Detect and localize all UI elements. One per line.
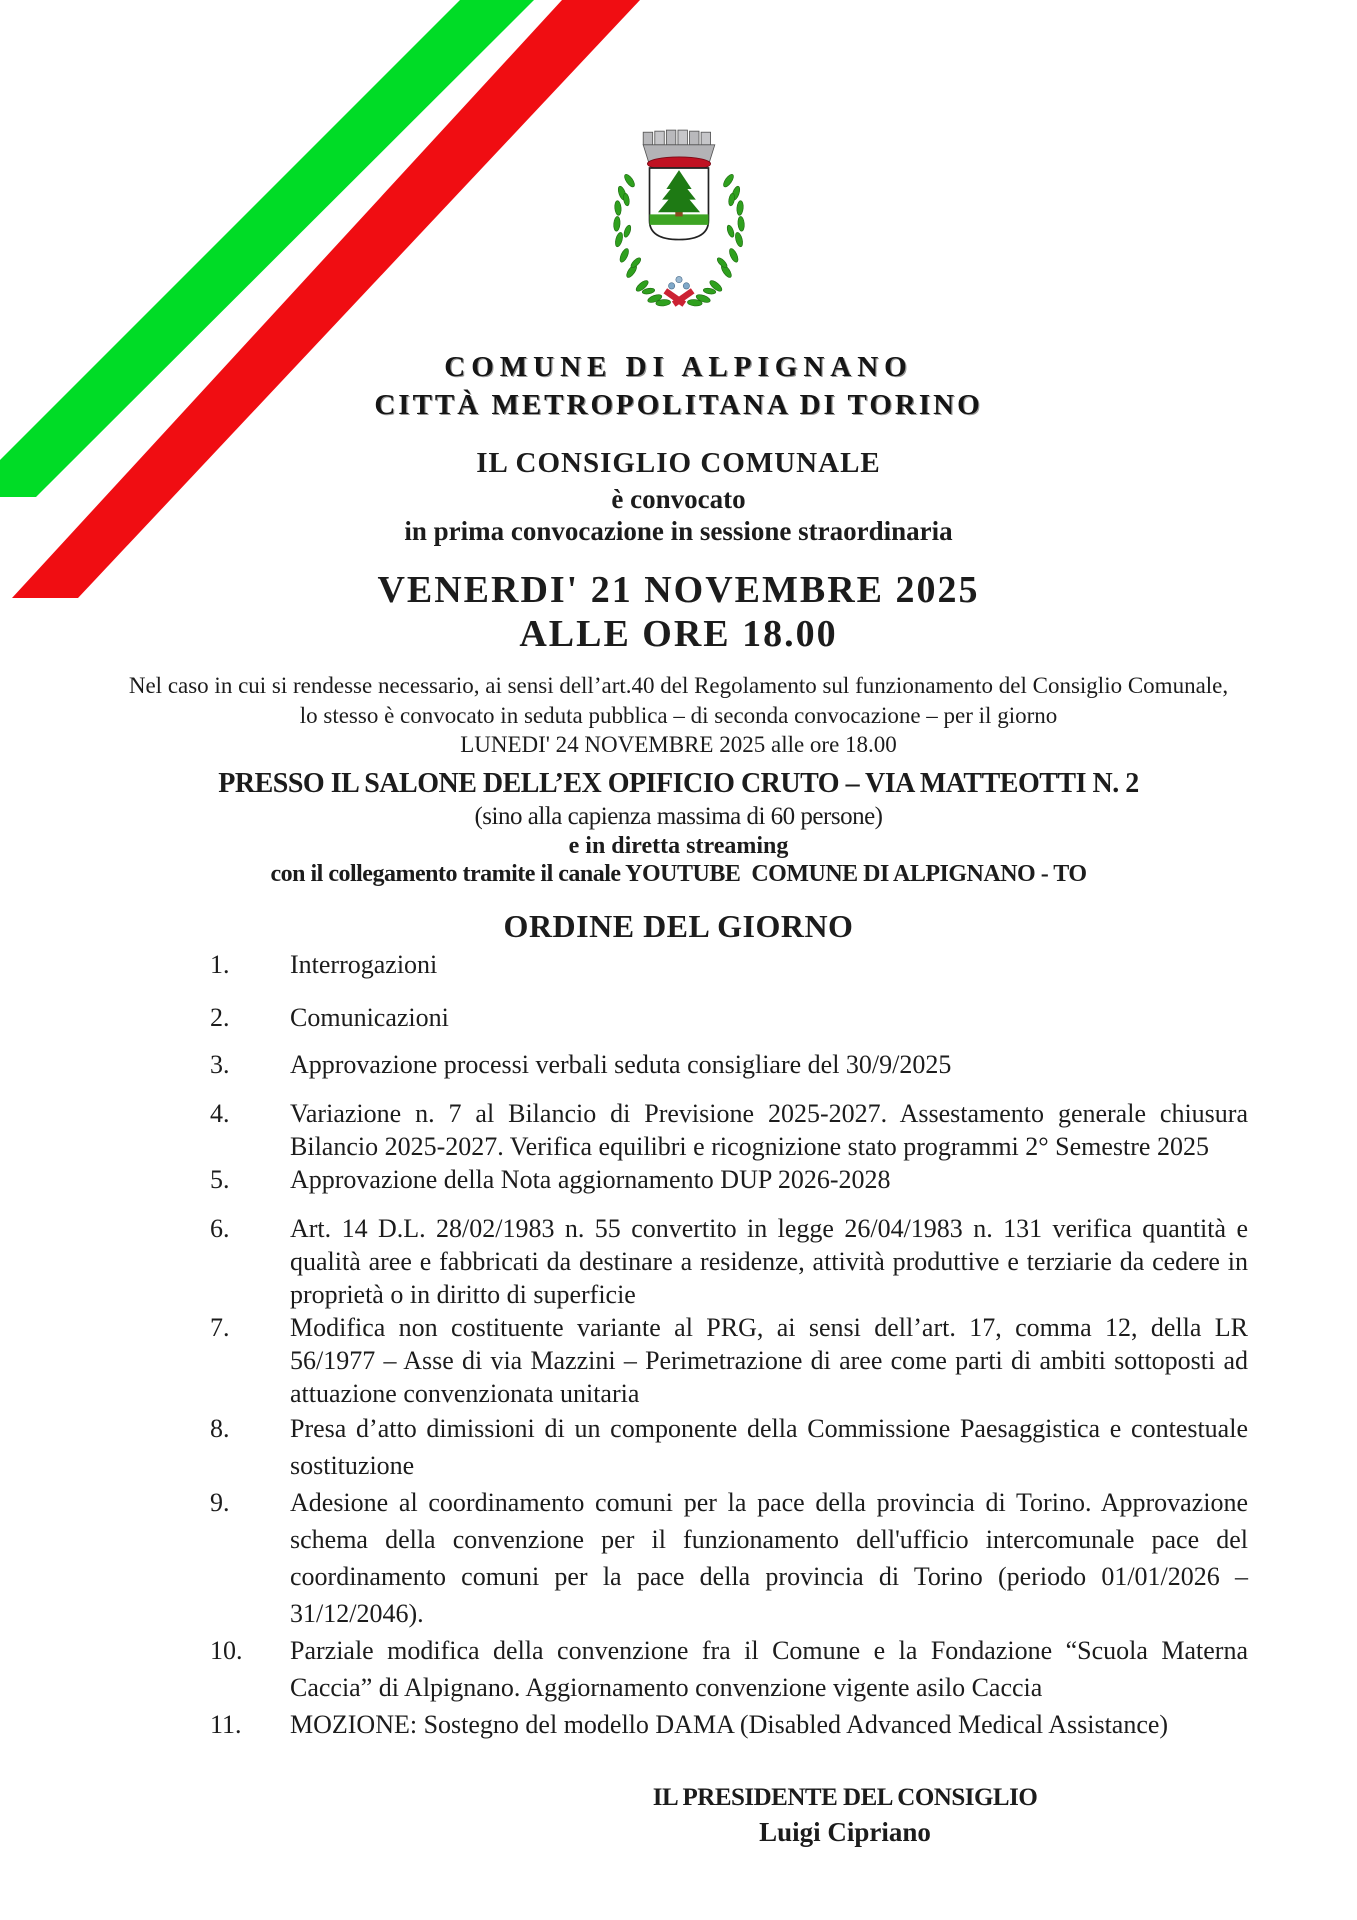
session-line: in prima convocazione in sessione straordinaria	[404, 516, 953, 546]
agenda-item-text: Modifica non costituente variante al PRG, ai sensi dell’art. 17, comma 12, della LR 56/1977 – Asse di via Mazzini – Perimetrazione di aree come parti di ambiti sottoposti ad attuazione convenzionata unitaria	[290, 1313, 1248, 1408]
agenda-item-text: Comunicazioni	[290, 1003, 449, 1032]
agenda-item-text: Interrogazioni	[290, 950, 438, 979]
venue-capacity-note: (sino alla capienza massima di 60 persone)	[474, 803, 883, 830]
agenda-item-number: 8.	[210, 1414, 230, 1443]
agenda-item-number: 11.	[210, 1710, 242, 1739]
agenda-item	[210, 948, 1248, 981]
streaming-note: e in diretta streaming	[568, 833, 789, 859]
mural-crown-icon	[643, 130, 715, 171]
president-name: Luigi Cipriano	[759, 1817, 931, 1847]
agenda-item	[210, 1484, 1248, 1632]
agenda-item-text: Presa d’atto dimissioni di un componente della Commissione Paesaggistica e contestuale sostituzione	[290, 1414, 1248, 1480]
agenda-item-text: Adesione al coordinamento comuni per la pace della provincia di Torino. Approvazione schema della convenzione per il funzionamento dell'ufficio intercomunale pace del coordinamento comuni per la pace della provincia di Torino (periodo 01/01/2026 – 31/12/2046).	[290, 1488, 1248, 1628]
agenda-item-number: 9.	[210, 1488, 230, 1517]
venue-location: PRESSO IL SALONE DELL’EX OPIFICIO CRUTO – VIA MATTEOTTI N. 2	[218, 768, 1139, 799]
agenda-item-text: MOZIONE: Sostegno del modello DAMA (Disabled Advanced Medical Assistance)	[290, 1710, 1169, 1739]
signature-block	[560, 1784, 1130, 1848]
agenda-item-number: 3.	[210, 1050, 230, 1079]
meeting-time: ALLE ORE 18.00	[519, 613, 838, 655]
agenda-item-text: Variazione n. 7 al Bilancio di Previsione 2025-2027. Assestamento generale chiusura Bilancio 2025-2027. Verifica equilibri e ricognizione stato programmi 2° Semestre 2025	[290, 1099, 1248, 1161]
second-call-line-1: Nel caso in cui si rendesse necessario, ai sensi dell’art.40 del Regolamento sul funzionamento del Consiglio Comunale,	[128, 673, 1229, 698]
agenda-item-number: 10.	[210, 1636, 243, 1665]
second-call-line-3: LUNEDI' 24 NOVEMBRE 2025 alle ore 18.00	[460, 732, 897, 757]
agenda-item	[210, 1212, 1248, 1311]
agenda-item-number: 7.	[210, 1313, 230, 1342]
convocation-line: è convocato	[611, 484, 746, 514]
agenda-item-text: Parziale modifica della convenzione fra il Comune e la Fondazione “Scuola Materna Caccia” di Alpignano. Aggiornamento convenzione vigente asilo Caccia	[290, 1636, 1248, 1702]
second-call-line-2: lo stesso è convocato in seduta pubblica – di seconda convocazione – per il giorno	[299, 703, 1058, 728]
municipality-name: COMUNE DI ALPIGNANO	[444, 351, 913, 383]
agenda-item	[210, 1001, 1248, 1034]
agenda-item	[210, 1097, 1248, 1163]
coat-of-arms	[596, 128, 762, 328]
agenda-title: ORDINE DEL GIORNO	[503, 908, 854, 944]
agenda-item-number: 1.	[210, 950, 230, 979]
agenda-item-text: Art. 14 D.L. 28/02/1983 n. 55 convertito in legge 26/04/1983 n. 131 verifica quantità e qualità aree e fabbricati da destinare a residenze, attività produttive e terziarie da cedere in proprietà o in diritto di superficie	[290, 1214, 1248, 1309]
agenda-item-number: 2.	[210, 1003, 230, 1032]
shield-icon	[649, 168, 708, 240]
agenda-item-text: Approvazione processi verbali seduta consigliare del 30/9/2025	[290, 1050, 952, 1079]
agenda-item	[210, 1311, 1248, 1410]
agenda-item	[210, 1163, 1248, 1196]
flag-green-stripe	[0, 0, 534, 497]
agenda-item	[210, 1048, 1248, 1081]
agenda-item-number: 5.	[210, 1165, 230, 1194]
council-title: IL CONSIGLIO COMUNALE	[476, 447, 881, 479]
agenda-item	[210, 1706, 1248, 1743]
agenda-item-number: 4.	[210, 1099, 230, 1128]
meeting-date: VENERDI' 21 NOVEMBRE 2025	[377, 569, 980, 611]
province-name: CITTÀ METROPOLITANA DI TORINO	[374, 389, 983, 421]
agenda-item	[210, 1632, 1248, 1706]
agenda-list	[210, 948, 1248, 1743]
president-title: IL PRESIDENTE DEL CONSIGLIO	[652, 1784, 1038, 1811]
agenda-item-text: Approvazione della Nota aggiornamento DUP 2026-2028	[290, 1165, 891, 1194]
agenda-item	[210, 1410, 1248, 1484]
agenda-item-number: 6.	[210, 1214, 230, 1243]
youtube-channel-note: con il collegamento tramite il canale YOUTUBE COMUNE DI ALPIGNANO - TO	[270, 861, 1087, 887]
